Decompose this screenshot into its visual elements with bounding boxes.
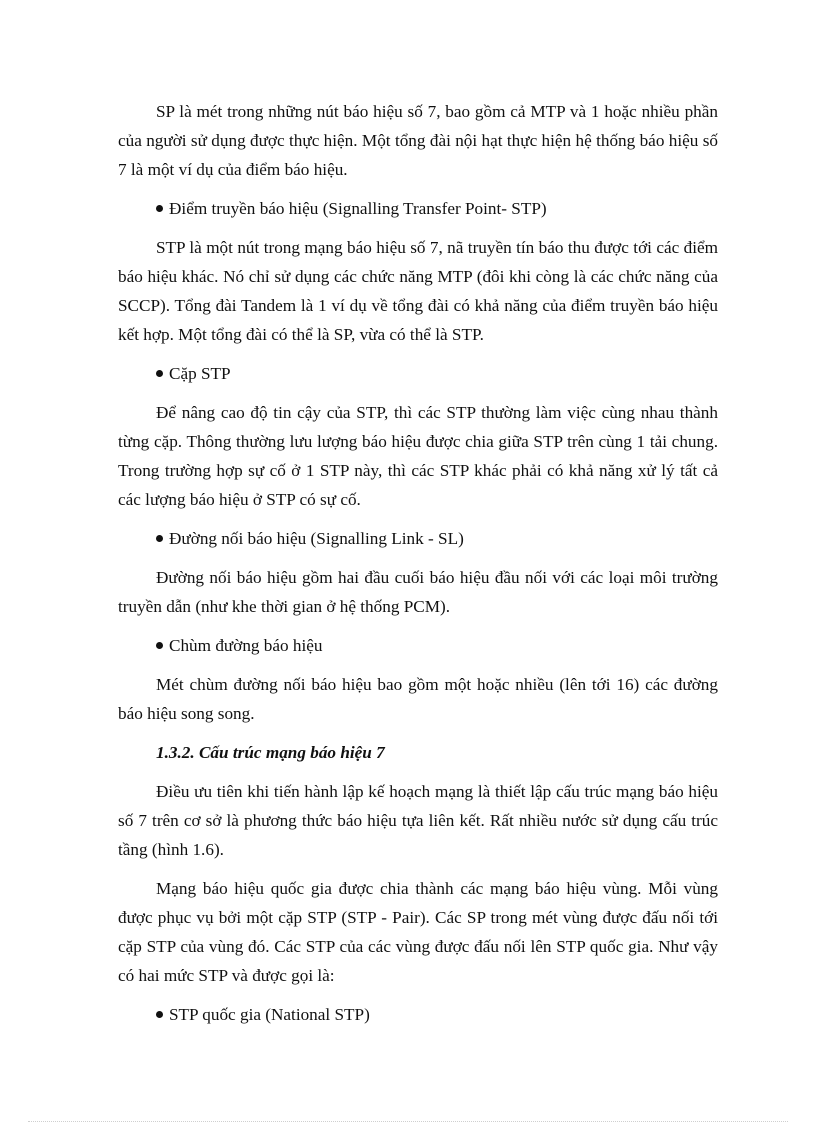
paragraph-sp-definition: SP là mét trong những nút báo hiệu số 7, bao gồm cả MTP và 1 hoặc nhiều phần của người sử dụng được thực hiện. Một tổng đài nội hạt thực hiện hệ thống báo hiệu số 7 là một ví dụ của điểm báo hiệu. (118, 102, 718, 179)
bullet-stp-pair (156, 359, 718, 388)
bullet-dot-icon (156, 370, 163, 377)
paragraph-network-structure: Điều ưu tiên khi tiến hành lập kế hoạch mạng là thiết lập cấu trúc mạng báo hiệu số 7 trên cơ sở là phương thức báo hiệu tựa liên kết. Rất nhiều nước sử dụng cấu trúc tầng (hình 1.6). (118, 782, 718, 859)
paragraph-national-network: Mạng báo hiệu quốc gia được chia thành các mạng báo hiệu vùng. Mỗi vùng được phục vụ bởi một cặp STP (STP - Pair). Các SP trong mét vùng được đấu nối tới cặp STP của vùng đó. Các STP của các vùng được đấu nối lên STP quốc gia. Như vậy có hai mức STP và được gọi là: (118, 879, 718, 985)
paragraph-stp-pair: Để nâng cao độ tin cậy của STP, thì các STP thường làm việc cùng nhau thành từng cặp. Thông thường lưu lượng báo hiệu được chia giữa STP trên cùng 1 tải chung. Trong trường hợp sự cố ở 1 STP này, thì các STP khác phải có khả năng xử lý tất cả các lượng báo hiệu ở STP có sự cố. (118, 403, 718, 509)
page-content (118, 97, 718, 1039)
paragraph-link-set: Mét chùm đường nối báo hiệu bao gồm một hoặc nhiều (lên tới 16) các đường báo hiệu song song. (118, 675, 718, 723)
section-heading-1-3-2: 1.3.2. Cấu trúc mạng báo hiệu 7 (156, 743, 385, 762)
bullet-dot-icon (156, 535, 163, 542)
paragraph-signalling-link: Đường nối báo hiệu gồm hai đầu cuối báo hiệu đầu nối với các loại môi trường truyền dẫn (như khe thời gian ở hệ thống PCM). (118, 568, 718, 616)
paragraph-stp-definition: STP là một nút trong mạng báo hiệu số 7, nã truyền tín báo thu được tới các điểm báo hiệu khác. Nó chỉ sử dụng các chức năng MTP (đôi khi còng là các chức năng của SCCP). Tổng đài Tandem là 1 ví dụ về tổng đài có khả năng của điểm truyền báo hiệu kết hợp. Một tổng đài có thể là SP, vừa có thể là STP. (118, 238, 718, 344)
bullet-stp-text: Điểm truyền báo hiệu (Signalling Transfer Point- STP) (169, 199, 547, 218)
bullet-link-set (156, 631, 718, 660)
bullet-link-set-text: Chùm đường báo hiệu (169, 636, 323, 655)
bullet-signalling-link (156, 524, 718, 553)
bullet-dot-icon (156, 642, 163, 649)
bullet-dot-icon (156, 1011, 163, 1018)
bullet-stp-pair-text: Cặp STP (169, 364, 231, 383)
bullet-national-stp (156, 1000, 718, 1029)
page-bottom-divider (28, 1121, 788, 1122)
bullet-signalling-link-text: Đường nối báo hiệu (Signalling Link - SL) (169, 529, 464, 548)
bullet-stp (156, 194, 718, 223)
bullet-national-stp-text: STP quốc gia (National STP) (169, 1005, 370, 1024)
bullet-dot-icon (156, 205, 163, 212)
